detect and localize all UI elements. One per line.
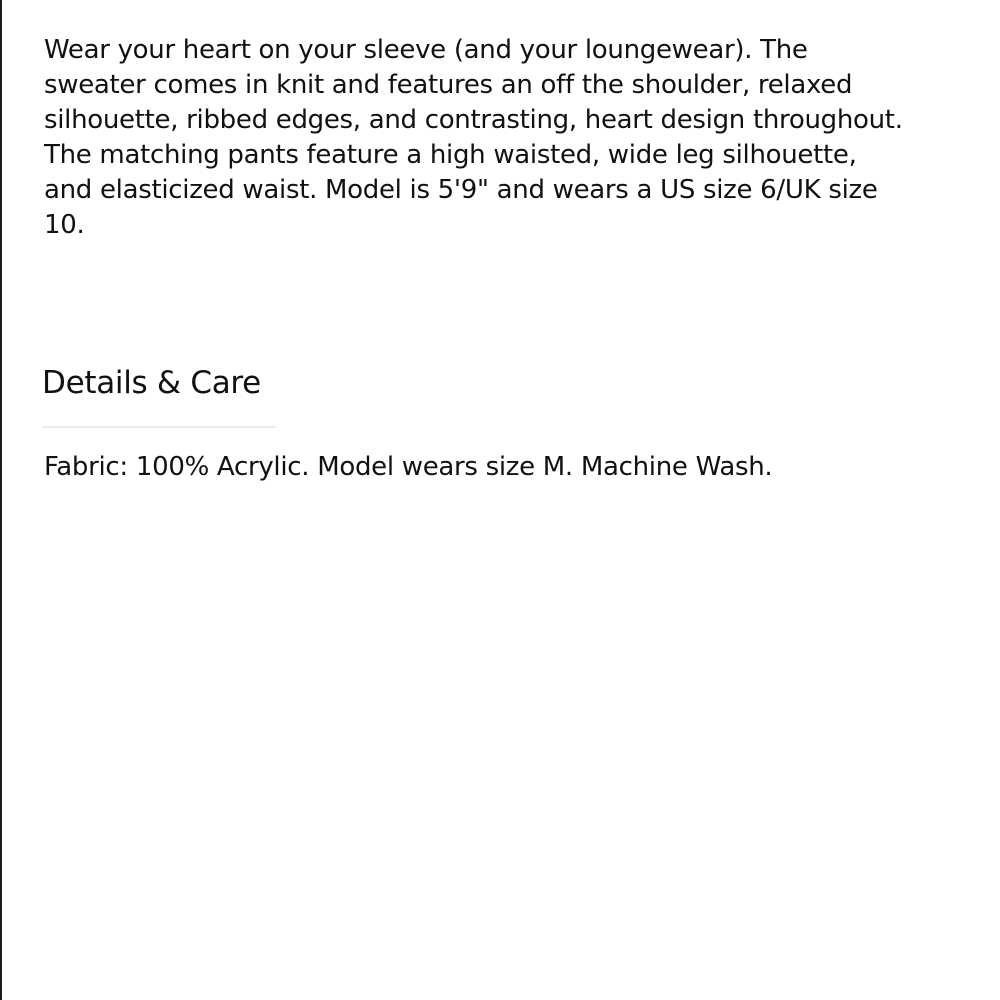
description-line: The matching pants feature a high waisted, wide leg silhouette,: [44, 140, 857, 170]
description-line: Wear your heart on your sleeve (and your loungewear). The: [44, 35, 808, 65]
description-line: sweater comes in knit and features an off the shoulder, relaxed: [44, 70, 853, 100]
description-line: silhouette, ribbed edges, and contrasting, heart design throughout.: [44, 105, 903, 135]
left-border: [0, 0, 2, 1000]
product-info: [42, 33, 974, 482]
description-line: 10.: [44, 210, 85, 240]
details-care-heading: Details & Care: [42, 365, 261, 401]
description-line: and elasticized waist. Model is 5'9" and wears a US size 6/UK size: [44, 175, 878, 205]
product-description: [44, 33, 974, 243]
section-divider: [42, 426, 276, 428]
details-care-text: Fabric: 100% Acrylic. Model wears size M. Machine Wash.: [44, 452, 773, 482]
